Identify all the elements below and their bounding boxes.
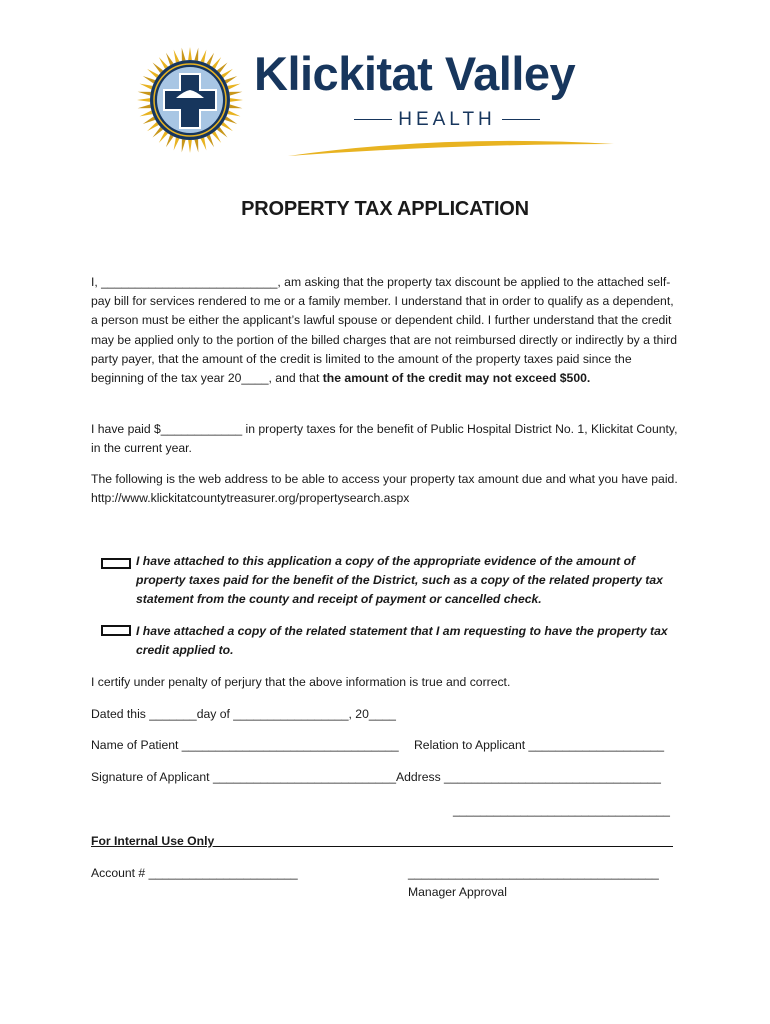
brand-subtitle-text: HEALTH <box>398 109 496 130</box>
credit-limit-text: the amount of the credit may not exceed $500. <box>322 371 591 386</box>
divider <box>354 119 392 121</box>
payment-paragraph: I have paid $____________ in property taxes for the benefit of Public Hospital District No. 1, Klickitat County, in the current year. <box>91 422 678 456</box>
account-number-field[interactable]: Account # ______________________ <box>91 866 298 880</box>
statement-text: I, __________________________, am asking that the property tax discount be applied to the attached self-pay bill for services rendered to me or a family member. I understand that in order to qualify as a dependent, a person must be either the applicant’s lawful spouse or dependent child. I further understand that the credit may be applied only to the portion of the billed charges that are not reimbursed directly or indirectly by a third party payer, that the amount of the credit is limited to the amount of the property taxes paid since the beginning of the tax year 20____, and that <box>91 275 677 386</box>
relation-field[interactable]: Relation to Applicant ____________________ <box>414 738 665 752</box>
statement-checkbox[interactable] <box>101 625 131 636</box>
patient-name-field[interactable]: Name of Patient ________________________________ <box>91 738 399 752</box>
certification-text: I certify under penalty of perjury that the above information is true and correct. <box>91 675 511 689</box>
internal-use-rule <box>214 846 673 847</box>
signature-address-field[interactable]: Signature of Applicant ___________________________Address ________________________________ <box>91 770 661 784</box>
divider <box>502 119 540 121</box>
statement-paragraph <box>91 273 681 388</box>
brand-subtitle <box>354 110 540 129</box>
page-title: PROPERTY TAX APPLICATION <box>241 198 529 220</box>
dated-field[interactable]: Dated this _______day of _________________, 20____ <box>91 707 396 721</box>
internal-use-label: For Internal Use Only <box>91 834 215 848</box>
organization-logo <box>136 46 656 158</box>
evidence-checkbox[interactable] <box>101 558 131 569</box>
statement-checkbox-label: I have attached a copy of the related statement that I am requesting to have the property tax credit applied to. <box>136 624 668 658</box>
seal-icon <box>136 46 244 154</box>
swoosh-icon <box>286 138 616 158</box>
manager-approval-line[interactable]: _____________________________________ <box>408 866 659 880</box>
web-address-paragraph: The following is the web address to be able to access your property tax amount due and what you have paid. http://www.klickitatcountytreasurer.org/propertysearch.aspx <box>91 472 678 506</box>
manager-approval-label: Manager Approval <box>408 885 507 899</box>
address-line-2-field[interactable]: ________________________________ <box>453 803 670 817</box>
evidence-checkbox-label: I have attached to this application a copy of the appropriate evidence of the amount of property taxes paid for the benefit of the District, such as a copy of the related property tax statement from the county and receipt of payment or cancelled check. <box>136 554 663 607</box>
brand-name: Klickitat Valley <box>254 47 576 100</box>
